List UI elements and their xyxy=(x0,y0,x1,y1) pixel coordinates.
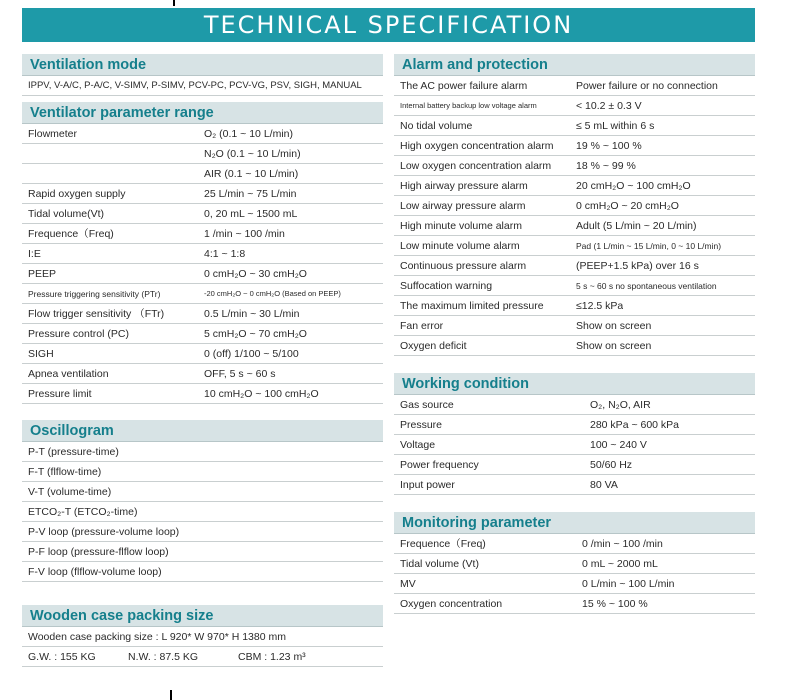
row-value: Show on screen xyxy=(576,319,652,332)
row-label: Pressure limit xyxy=(28,387,92,400)
row-value: O₂ (0.1 ~ 10 L/min) xyxy=(204,127,293,140)
table-row xyxy=(22,384,383,404)
table-row xyxy=(22,244,383,264)
list-item xyxy=(22,462,383,482)
packing-size-row xyxy=(22,627,383,647)
row-label: The maximum limited pressure xyxy=(400,299,544,312)
table-row xyxy=(394,176,755,196)
row-value: ≤ 5 mL within 6 s xyxy=(576,119,655,132)
row-value: 1 /min ~ 100 /min xyxy=(204,227,285,240)
cbm-value: CBM : 1.23 m³ xyxy=(238,650,306,663)
row-label: Internal battery backup low voltage alarm xyxy=(400,101,537,110)
row-value: N₂O (0.1 ~ 10 L/min) xyxy=(204,147,301,160)
row-value: 5 s ~ 60 s no spontaneous ventilation xyxy=(576,280,717,291)
table-row xyxy=(394,316,755,336)
list-item-label: V-T (volume-time) xyxy=(28,485,112,498)
packing-size: Wooden case packing size : L 920* W 970* H 1380 mm xyxy=(28,630,286,643)
row-value: 0, 20 mL ~ 1500 mL xyxy=(204,207,298,220)
monitoring-heading: Monitoring parameter xyxy=(394,512,755,534)
row-value: 0 L/min ~ 100 L/min xyxy=(582,577,675,590)
row-label: Suffocation warning xyxy=(400,279,493,292)
row-label: Apnea ventilation xyxy=(28,367,109,380)
oscillogram-heading: Oscillogram xyxy=(22,420,383,442)
table-row xyxy=(394,156,755,176)
table-row xyxy=(394,336,755,356)
table-row xyxy=(394,76,755,96)
row-value: Pad (1 L/min ~ 15 L/min, 0 ~ 10 L/min) xyxy=(576,240,722,251)
row-label: No tidal volume xyxy=(400,119,473,132)
table-row xyxy=(394,415,755,435)
row-label: High airway pressure alarm xyxy=(400,179,528,192)
row-value: (PEEP+1.5 kPa) over 16 s xyxy=(576,259,699,272)
table-row xyxy=(394,594,755,614)
table-row xyxy=(22,184,383,204)
row-value: OFF, 5 s ~ 60 s xyxy=(204,367,276,380)
row-label: Power frequency xyxy=(400,458,479,471)
table-row xyxy=(22,224,383,244)
row-label: Frequence（Freq) xyxy=(400,538,486,550)
table-row xyxy=(394,435,755,455)
list-item-label: P-V loop (pressure-volume loop) xyxy=(28,525,180,538)
row-label: I:E xyxy=(28,247,41,260)
oscillogram-list xyxy=(22,442,383,582)
list-item xyxy=(22,442,383,462)
alarm-table xyxy=(394,76,755,356)
ventilation-mode-heading: Ventilation mode xyxy=(22,54,383,76)
table-row xyxy=(22,164,383,184)
table-row xyxy=(22,344,383,364)
row-value: 0 (off) 1/100 ~ 5/100 xyxy=(204,347,299,360)
table-row xyxy=(22,304,383,324)
list-item-label: ETCO₂-T (ETCO₂-time) xyxy=(28,505,138,518)
row-label: Pressure control (PC) xyxy=(28,327,129,340)
row-label: Low airway pressure alarm xyxy=(400,199,526,212)
list-item xyxy=(22,502,383,522)
row-value: 20 cmH₂O ~ 100 cmH₂O xyxy=(576,179,691,192)
row-value: 0 cmH₂O ~ 20 cmH₂O xyxy=(576,199,679,212)
row-label: PEEP xyxy=(28,267,57,280)
row-value: 0 /min ~ 100 /min xyxy=(582,537,663,550)
list-item xyxy=(22,482,383,502)
table-row xyxy=(22,204,383,224)
row-label: Input power xyxy=(400,478,455,491)
row-label: Low minute volume alarm xyxy=(400,239,520,252)
row-value: 80 VA xyxy=(590,478,618,491)
packing-heading: Wooden case packing size xyxy=(22,605,383,627)
row-label: Oxygen deficit xyxy=(400,339,467,352)
table-row xyxy=(394,574,755,594)
table-row xyxy=(394,475,755,495)
row-value: 15 % ~ 100 % xyxy=(582,597,648,610)
table-row xyxy=(394,116,755,136)
row-label: Flowmeter xyxy=(28,127,78,140)
row-label: Tidal volume (Vt) xyxy=(400,557,479,570)
table-row xyxy=(22,364,383,384)
packing-weight-row xyxy=(22,647,383,667)
row-value: < 10.2 ± 0.3 V xyxy=(576,99,642,112)
table-row xyxy=(394,136,755,156)
row-value: 18 % ~ 99 % xyxy=(576,159,636,172)
row-value: 100 ~ 240 V xyxy=(590,438,647,451)
list-item xyxy=(22,562,383,582)
table-row xyxy=(394,216,755,236)
row-value: 10 cmH₂O ~ 100 cmH₂O xyxy=(204,387,319,400)
row-value: Adult (5 L/min ~ 20 L/min) xyxy=(576,219,697,232)
row-value: AIR (0.1 ~ 10 L/min) xyxy=(204,167,299,180)
row-label: Voltage xyxy=(400,438,436,451)
list-item xyxy=(22,542,383,562)
crop-mark-top xyxy=(173,0,175,6)
gross-weight: G.W. : 155 KG xyxy=(28,650,96,663)
row-label: Gas source xyxy=(400,398,454,411)
page-title: TECHNICAL SPECIFICATION xyxy=(22,8,755,42)
row-label: Fan error xyxy=(400,319,444,332)
alarm-heading: Alarm and protection xyxy=(394,54,755,76)
row-label: High oxygen concentration alarm xyxy=(400,139,554,152)
table-row xyxy=(394,96,755,116)
list-item xyxy=(22,522,383,542)
table-row xyxy=(394,395,755,415)
table-row xyxy=(394,554,755,574)
table-row xyxy=(22,124,383,144)
left-column xyxy=(22,54,383,667)
table-row xyxy=(394,276,755,296)
row-label: The AC power failure alarm xyxy=(400,79,528,92)
row-value: 25 L/min ~ 75 L/min xyxy=(204,187,297,200)
ventilation-mode-text: IPPV, V-A/C, P-A/C, V-SIMV, P-SIMV, PCV-PC, PCV-VG, PSV, SIGH, MANUAL xyxy=(22,76,383,96)
row-label: Pressure xyxy=(400,418,443,431)
row-label: Continuous pressure alarm xyxy=(400,259,527,272)
row-label: Tidal volume(Vt) xyxy=(28,207,105,220)
working-condition-heading: Working condition xyxy=(394,373,755,395)
row-label: Oxygen concentration xyxy=(400,597,503,610)
row-value: 5 cmH₂O ~ 70 cmH₂O xyxy=(204,327,307,340)
row-label: Flow trigger sensitivity （FTr) xyxy=(28,308,165,320)
row-value: O₂, N₂O, AIR xyxy=(590,398,651,411)
row-label: MV xyxy=(400,577,416,590)
row-value: 50/60 Hz xyxy=(590,458,633,471)
table-row xyxy=(394,455,755,475)
net-weight: N.W. : 87.5 KG xyxy=(128,650,199,663)
row-label: Pressure triggering sensitivity (PTr) xyxy=(28,288,161,299)
crop-mark-bottom xyxy=(170,690,172,700)
row-value: ≤12.5 kPa xyxy=(576,299,624,312)
table-row xyxy=(394,256,755,276)
row-value: 0 cmH₂O ~ 30 cmH₂O xyxy=(204,267,307,280)
table-row xyxy=(394,236,755,256)
row-value: 19 % ~ 100 % xyxy=(576,139,642,152)
row-value: 4:1 ~ 1:8 xyxy=(204,247,246,260)
monitoring-table xyxy=(394,534,755,614)
row-value: 280 kPa ~ 600 kPa xyxy=(590,418,680,431)
working-condition-table xyxy=(394,395,755,495)
ventilator-range-table xyxy=(22,124,383,404)
ventilator-range-heading: Ventilator parameter range xyxy=(22,102,383,124)
row-value: Power failure or no connection xyxy=(576,79,718,92)
row-label: Frequence（Freq) xyxy=(28,228,114,240)
table-row xyxy=(394,296,755,316)
table-row xyxy=(22,284,383,304)
row-value: Show on screen xyxy=(576,339,652,352)
row-label: High minute volume alarm xyxy=(400,219,522,232)
table-row xyxy=(394,196,755,216)
row-value: 0 mL ~ 2000 mL xyxy=(582,557,658,570)
list-item-label: F-T (flflow-time) xyxy=(28,465,102,478)
table-row xyxy=(22,324,383,344)
list-item-label: F-V loop (flflow-volume loop) xyxy=(28,565,162,578)
row-value: -20 cmH₂O ~ 0 cmH₂O (Based on PEEP) xyxy=(204,289,341,298)
list-item-label: P-F loop (pressure-flflow loop) xyxy=(28,545,169,558)
row-label: Rapid oxygen supply xyxy=(28,187,126,200)
row-label: SIGH xyxy=(28,347,54,360)
right-column xyxy=(394,54,755,614)
row-label: Low oxygen concentration alarm xyxy=(400,159,552,172)
table-row xyxy=(394,534,755,554)
list-item-label: P-T (pressure-time) xyxy=(28,445,119,458)
table-row xyxy=(22,264,383,284)
row-value: 0.5 L/min ~ 30 L/min xyxy=(204,307,300,320)
table-row xyxy=(22,144,383,164)
